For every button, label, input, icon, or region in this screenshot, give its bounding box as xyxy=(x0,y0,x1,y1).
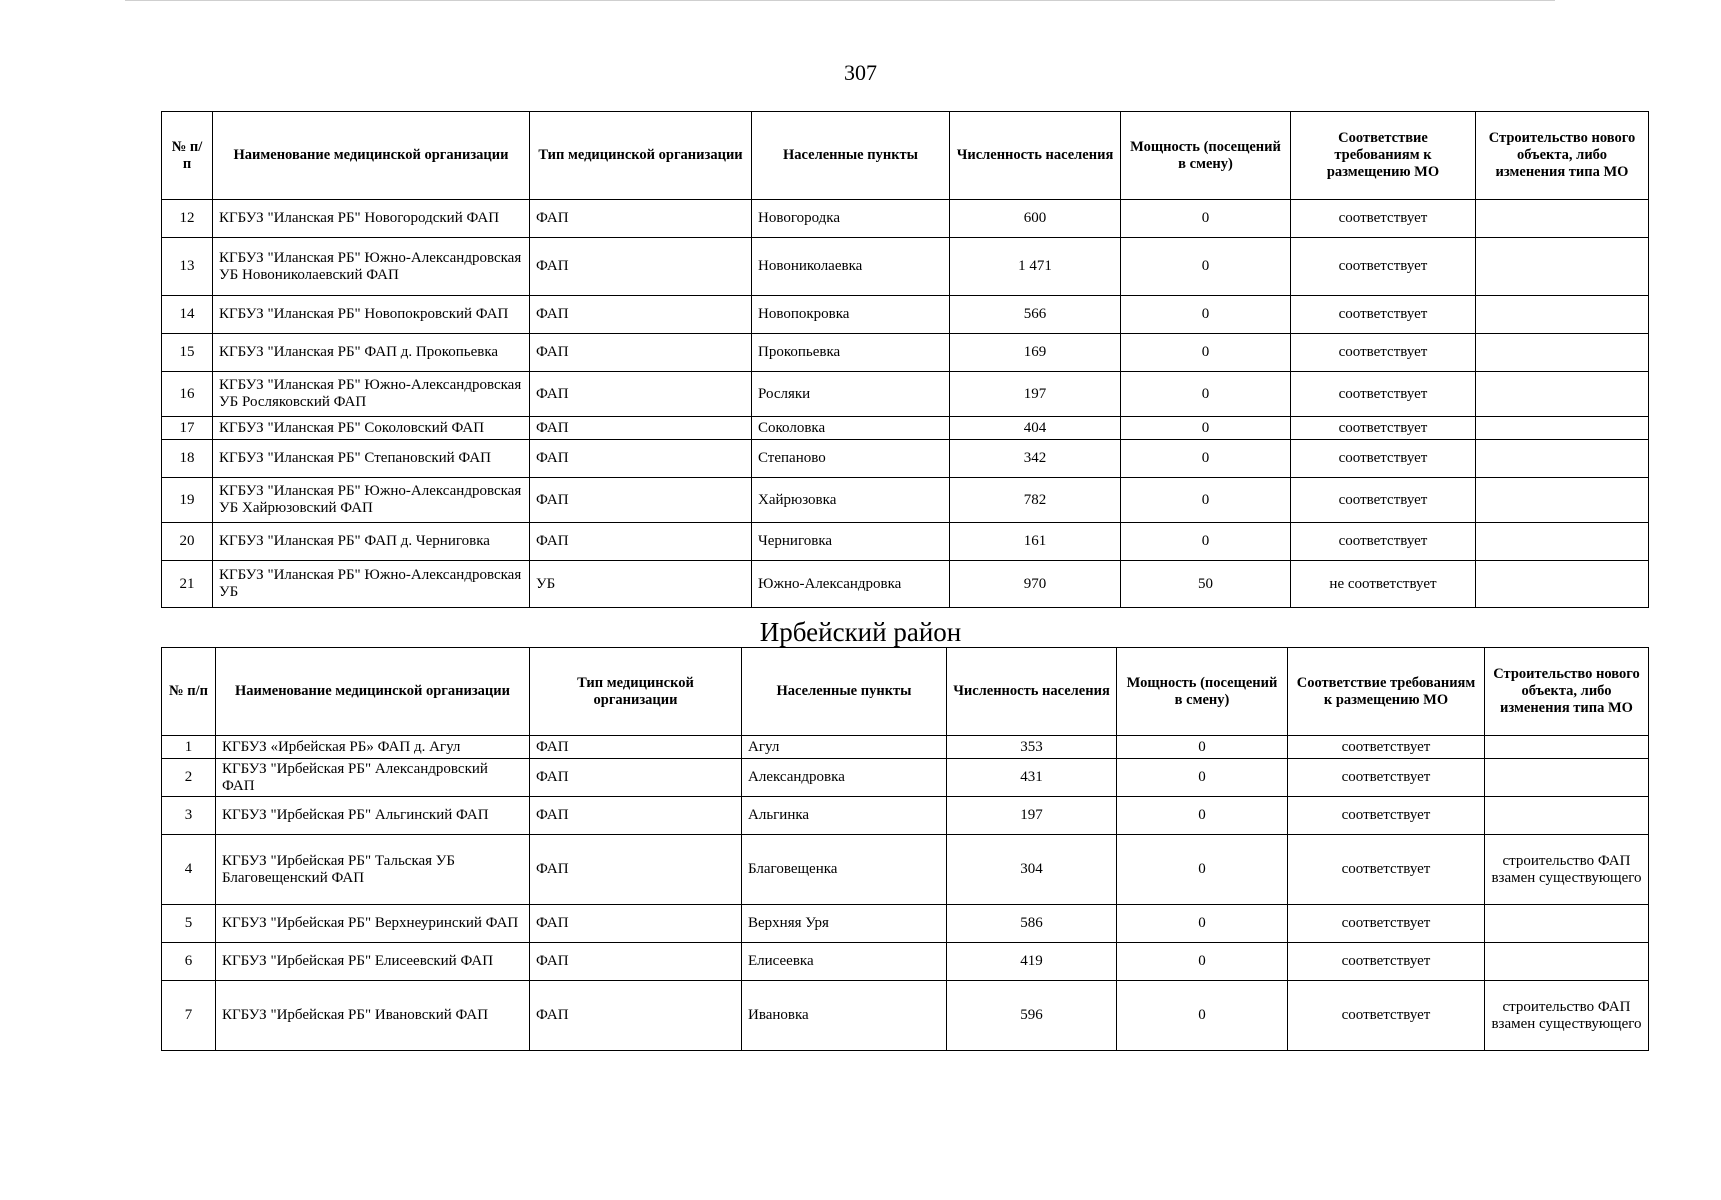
page-number: 307 xyxy=(844,60,877,85)
row-number-cell: 14 xyxy=(162,296,213,334)
table-row xyxy=(162,417,1649,440)
capacity-cell: 0 xyxy=(1121,296,1291,334)
construction-cell xyxy=(1476,440,1649,478)
org-name-cell: КГБУЗ "Ирбейская РБ" Елисеевский ФАП xyxy=(216,943,530,981)
header-localities: Населенные пункты xyxy=(752,112,950,200)
locality-cell: Елисеевка xyxy=(742,943,947,981)
table-row xyxy=(162,797,1649,835)
org-name-cell: КГБУЗ "Иланская РБ" ФАП д. Черниговка xyxy=(213,523,530,561)
org-name-cell: КГБУЗ "Ирбейская РБ" Верхнеуринский ФАП xyxy=(216,905,530,943)
org-type-cell: ФАП xyxy=(530,296,752,334)
population-cell: 1 471 xyxy=(950,238,1121,296)
district-title-text: Ирбейский район xyxy=(759,617,962,647)
table-row xyxy=(162,943,1649,981)
compliance-cell: соответствует xyxy=(1291,372,1476,417)
table-row xyxy=(162,523,1649,561)
ilanskaya-table xyxy=(161,111,1649,608)
population-cell: 161 xyxy=(950,523,1121,561)
population-cell: 782 xyxy=(950,478,1121,523)
table-row xyxy=(162,296,1649,334)
table-row xyxy=(162,372,1649,417)
org-type-cell: ФАП xyxy=(530,200,752,238)
compliance-cell: соответствует xyxy=(1291,334,1476,372)
capacity-cell: 0 xyxy=(1117,835,1288,905)
header-name: Наименование медицинской организации xyxy=(216,648,530,736)
header-population: Численность населения xyxy=(950,112,1121,200)
compliance-cell: соответствует xyxy=(1288,835,1485,905)
header-compliance: Соответствие требованиям к размещению МО xyxy=(1288,648,1485,736)
locality-cell: Новогородка xyxy=(752,200,950,238)
locality-cell: Черниговка xyxy=(752,523,950,561)
header-population: Численность населения xyxy=(947,648,1117,736)
locality-cell: Степаново xyxy=(752,440,950,478)
district-title xyxy=(0,617,1721,647)
compliance-cell: соответствует xyxy=(1288,905,1485,943)
construction-cell xyxy=(1476,200,1649,238)
org-type-cell: ФАП xyxy=(530,943,742,981)
header-num: № п/п xyxy=(162,648,216,736)
compliance-cell: соответствует xyxy=(1291,523,1476,561)
table-row xyxy=(162,200,1649,238)
capacity-cell: 0 xyxy=(1121,417,1291,440)
org-name-cell: КГБУЗ "Иланская РБ" Степановский ФАП xyxy=(213,440,530,478)
locality-cell: Ивановка xyxy=(742,981,947,1051)
row-number-cell: 7 xyxy=(162,981,216,1051)
locality-cell: Новониколаевка xyxy=(752,238,950,296)
row-number-cell: 21 xyxy=(162,561,213,608)
row-number-cell: 2 xyxy=(162,759,216,797)
table-row xyxy=(162,561,1649,608)
row-number-cell: 20 xyxy=(162,523,213,561)
header-type: Тип медицинской организации xyxy=(530,648,742,736)
org-name-cell: КГБУЗ "Иланская РБ" Южно-Александровская УБ Хайрюзовский ФАП xyxy=(213,478,530,523)
org-name-cell: КГБУЗ "Иланская РБ" Южно-Александровская УБ Росляковский ФАП xyxy=(213,372,530,417)
org-name-cell: КГБУЗ "Ирбейская РБ" Александровский ФАП xyxy=(216,759,530,797)
row-number-cell: 5 xyxy=(162,905,216,943)
locality-cell: Хайрюзовка xyxy=(752,478,950,523)
compliance-cell: соответствует xyxy=(1291,296,1476,334)
construction-cell xyxy=(1476,478,1649,523)
org-type-cell: ФАП xyxy=(530,835,742,905)
table-row xyxy=(162,835,1649,905)
construction-cell xyxy=(1476,372,1649,417)
population-cell: 600 xyxy=(950,200,1121,238)
population-cell: 342 xyxy=(950,440,1121,478)
population-cell: 304 xyxy=(947,835,1117,905)
compliance-cell: соответствует xyxy=(1291,417,1476,440)
table-row xyxy=(162,478,1649,523)
row-number-cell: 3 xyxy=(162,797,216,835)
compliance-cell: соответствует xyxy=(1288,736,1485,759)
row-number-cell: 19 xyxy=(162,478,213,523)
header-construction: Строительство нового объекта, либо изменения типа МО xyxy=(1485,648,1649,736)
irbeyskaya-table xyxy=(161,647,1649,1051)
construction-cell: строительство ФАП взамен существующего xyxy=(1485,981,1649,1051)
header-capacity: Мощность (посещений в смену) xyxy=(1117,648,1288,736)
locality-cell: Соколовка xyxy=(752,417,950,440)
locality-cell: Александровка xyxy=(742,759,947,797)
capacity-cell: 0 xyxy=(1121,334,1291,372)
locality-cell: Альгинка xyxy=(742,797,947,835)
construction-cell: строительство ФАП взамен существующего xyxy=(1485,835,1649,905)
table-row xyxy=(162,238,1649,296)
org-type-cell: ФАП xyxy=(530,759,742,797)
row-number-cell: 1 xyxy=(162,736,216,759)
population-cell: 566 xyxy=(950,296,1121,334)
org-name-cell: КГБУЗ "Иланская РБ" Южно-Александровская УБ xyxy=(213,561,530,608)
construction-cell xyxy=(1476,417,1649,440)
row-number-cell: 17 xyxy=(162,417,213,440)
org-type-cell: ФАП xyxy=(530,736,742,759)
locality-cell: Благовещенка xyxy=(742,835,947,905)
population-cell: 431 xyxy=(947,759,1117,797)
population-cell: 197 xyxy=(947,797,1117,835)
org-type-cell: ФАП xyxy=(530,417,752,440)
org-type-cell: УБ xyxy=(530,561,752,608)
header-type: Тип медицинской организации xyxy=(530,112,752,200)
construction-cell xyxy=(1476,238,1649,296)
capacity-cell: 0 xyxy=(1117,759,1288,797)
org-type-cell: ФАП xyxy=(530,478,752,523)
capacity-cell: 0 xyxy=(1117,943,1288,981)
locality-cell: Южно-Александровка xyxy=(752,561,950,608)
table-row xyxy=(162,981,1649,1051)
row-number-cell: 18 xyxy=(162,440,213,478)
capacity-cell: 0 xyxy=(1121,478,1291,523)
capacity-cell: 0 xyxy=(1117,736,1288,759)
capacity-cell: 0 xyxy=(1117,797,1288,835)
table-header-row xyxy=(162,648,1649,736)
locality-cell: Верхняя Уря xyxy=(742,905,947,943)
org-type-cell: ФАП xyxy=(530,905,742,943)
table-row xyxy=(162,759,1649,797)
header-construction: Строительство нового объекта, либо изменения типа МО xyxy=(1476,112,1649,200)
org-type-cell: ФАП xyxy=(530,440,752,478)
header-name: Наименование медицинской организации xyxy=(213,112,530,200)
population-cell: 596 xyxy=(947,981,1117,1051)
org-name-cell: КГБУЗ "Иланская РБ" Новогородский ФАП xyxy=(213,200,530,238)
org-name-cell: КГБУЗ "Иланская РБ" Новопокровский ФАП xyxy=(213,296,530,334)
org-type-cell: ФАП xyxy=(530,797,742,835)
construction-cell xyxy=(1476,334,1649,372)
population-cell: 419 xyxy=(947,943,1117,981)
locality-cell: Росляки xyxy=(752,372,950,417)
capacity-cell: 0 xyxy=(1117,905,1288,943)
population-cell: 169 xyxy=(950,334,1121,372)
org-type-cell: ФАП xyxy=(530,238,752,296)
page-top-edge xyxy=(125,0,1555,1)
construction-cell xyxy=(1485,905,1649,943)
org-name-cell: КГБУЗ «Ирбейская РБ» ФАП д. Агул xyxy=(216,736,530,759)
table-row xyxy=(162,736,1649,759)
row-number-cell: 16 xyxy=(162,372,213,417)
header-num: № п/п xyxy=(162,112,213,200)
org-type-cell: ФАП xyxy=(530,981,742,1051)
row-number-cell: 15 xyxy=(162,334,213,372)
capacity-cell: 0 xyxy=(1121,372,1291,417)
org-type-cell: ФАП xyxy=(530,334,752,372)
org-type-cell: ФАП xyxy=(530,372,752,417)
capacity-cell: 50 xyxy=(1121,561,1291,608)
population-cell: 970 xyxy=(950,561,1121,608)
org-name-cell: КГБУЗ "Иланская РБ" Соколовский ФАП xyxy=(213,417,530,440)
compliance-cell: соответствует xyxy=(1288,759,1485,797)
compliance-cell: соответствует xyxy=(1291,238,1476,296)
compliance-cell: соответствует xyxy=(1288,797,1485,835)
org-name-cell: КГБУЗ "Ирбейская РБ" Альгинский ФАП xyxy=(216,797,530,835)
capacity-cell: 0 xyxy=(1117,981,1288,1051)
row-number-cell: 4 xyxy=(162,835,216,905)
compliance-cell: соответствует xyxy=(1288,943,1485,981)
row-number-cell: 6 xyxy=(162,943,216,981)
construction-cell xyxy=(1476,523,1649,561)
construction-cell xyxy=(1485,797,1649,835)
construction-cell xyxy=(1476,561,1649,608)
construction-cell xyxy=(1485,943,1649,981)
compliance-cell: соответствует xyxy=(1291,440,1476,478)
population-cell: 353 xyxy=(947,736,1117,759)
table-row xyxy=(162,905,1649,943)
construction-cell xyxy=(1485,759,1649,797)
compliance-cell: соответствует xyxy=(1291,478,1476,523)
compliance-cell: соответствует xyxy=(1288,981,1485,1051)
header-capacity: Мощность (посещений в смену) xyxy=(1121,112,1291,200)
header-compliance: Соответствие требованиям к размещению МО xyxy=(1291,112,1476,200)
org-name-cell: КГБУЗ "Ирбейская РБ" Тальская УБ Благовещенский ФАП xyxy=(216,835,530,905)
table-header-row xyxy=(162,112,1649,200)
org-type-cell: ФАП xyxy=(530,523,752,561)
capacity-cell: 0 xyxy=(1121,440,1291,478)
capacity-cell: 0 xyxy=(1121,523,1291,561)
construction-cell xyxy=(1476,296,1649,334)
table-row xyxy=(162,440,1649,478)
row-number-cell: 12 xyxy=(162,200,213,238)
population-cell: 586 xyxy=(947,905,1117,943)
row-number-cell: 13 xyxy=(162,238,213,296)
capacity-cell: 0 xyxy=(1121,200,1291,238)
population-cell: 197 xyxy=(950,372,1121,417)
table-row xyxy=(162,334,1649,372)
compliance-cell: не соответствует xyxy=(1291,561,1476,608)
header-localities: Населенные пункты xyxy=(742,648,947,736)
locality-cell: Прокопьевка xyxy=(752,334,950,372)
locality-cell: Агул xyxy=(742,736,947,759)
org-name-cell: КГБУЗ "Ирбейская РБ" Ивановский ФАП xyxy=(216,981,530,1051)
compliance-cell: соответствует xyxy=(1291,200,1476,238)
construction-cell xyxy=(1485,736,1649,759)
capacity-cell: 0 xyxy=(1121,238,1291,296)
org-name-cell: КГБУЗ "Иланская РБ" ФАП д. Прокопьевка xyxy=(213,334,530,372)
locality-cell: Новопокровка xyxy=(752,296,950,334)
population-cell: 404 xyxy=(950,417,1121,440)
org-name-cell: КГБУЗ "Иланская РБ" Южно-Александровская УБ Новониколаевский ФАП xyxy=(213,238,530,296)
